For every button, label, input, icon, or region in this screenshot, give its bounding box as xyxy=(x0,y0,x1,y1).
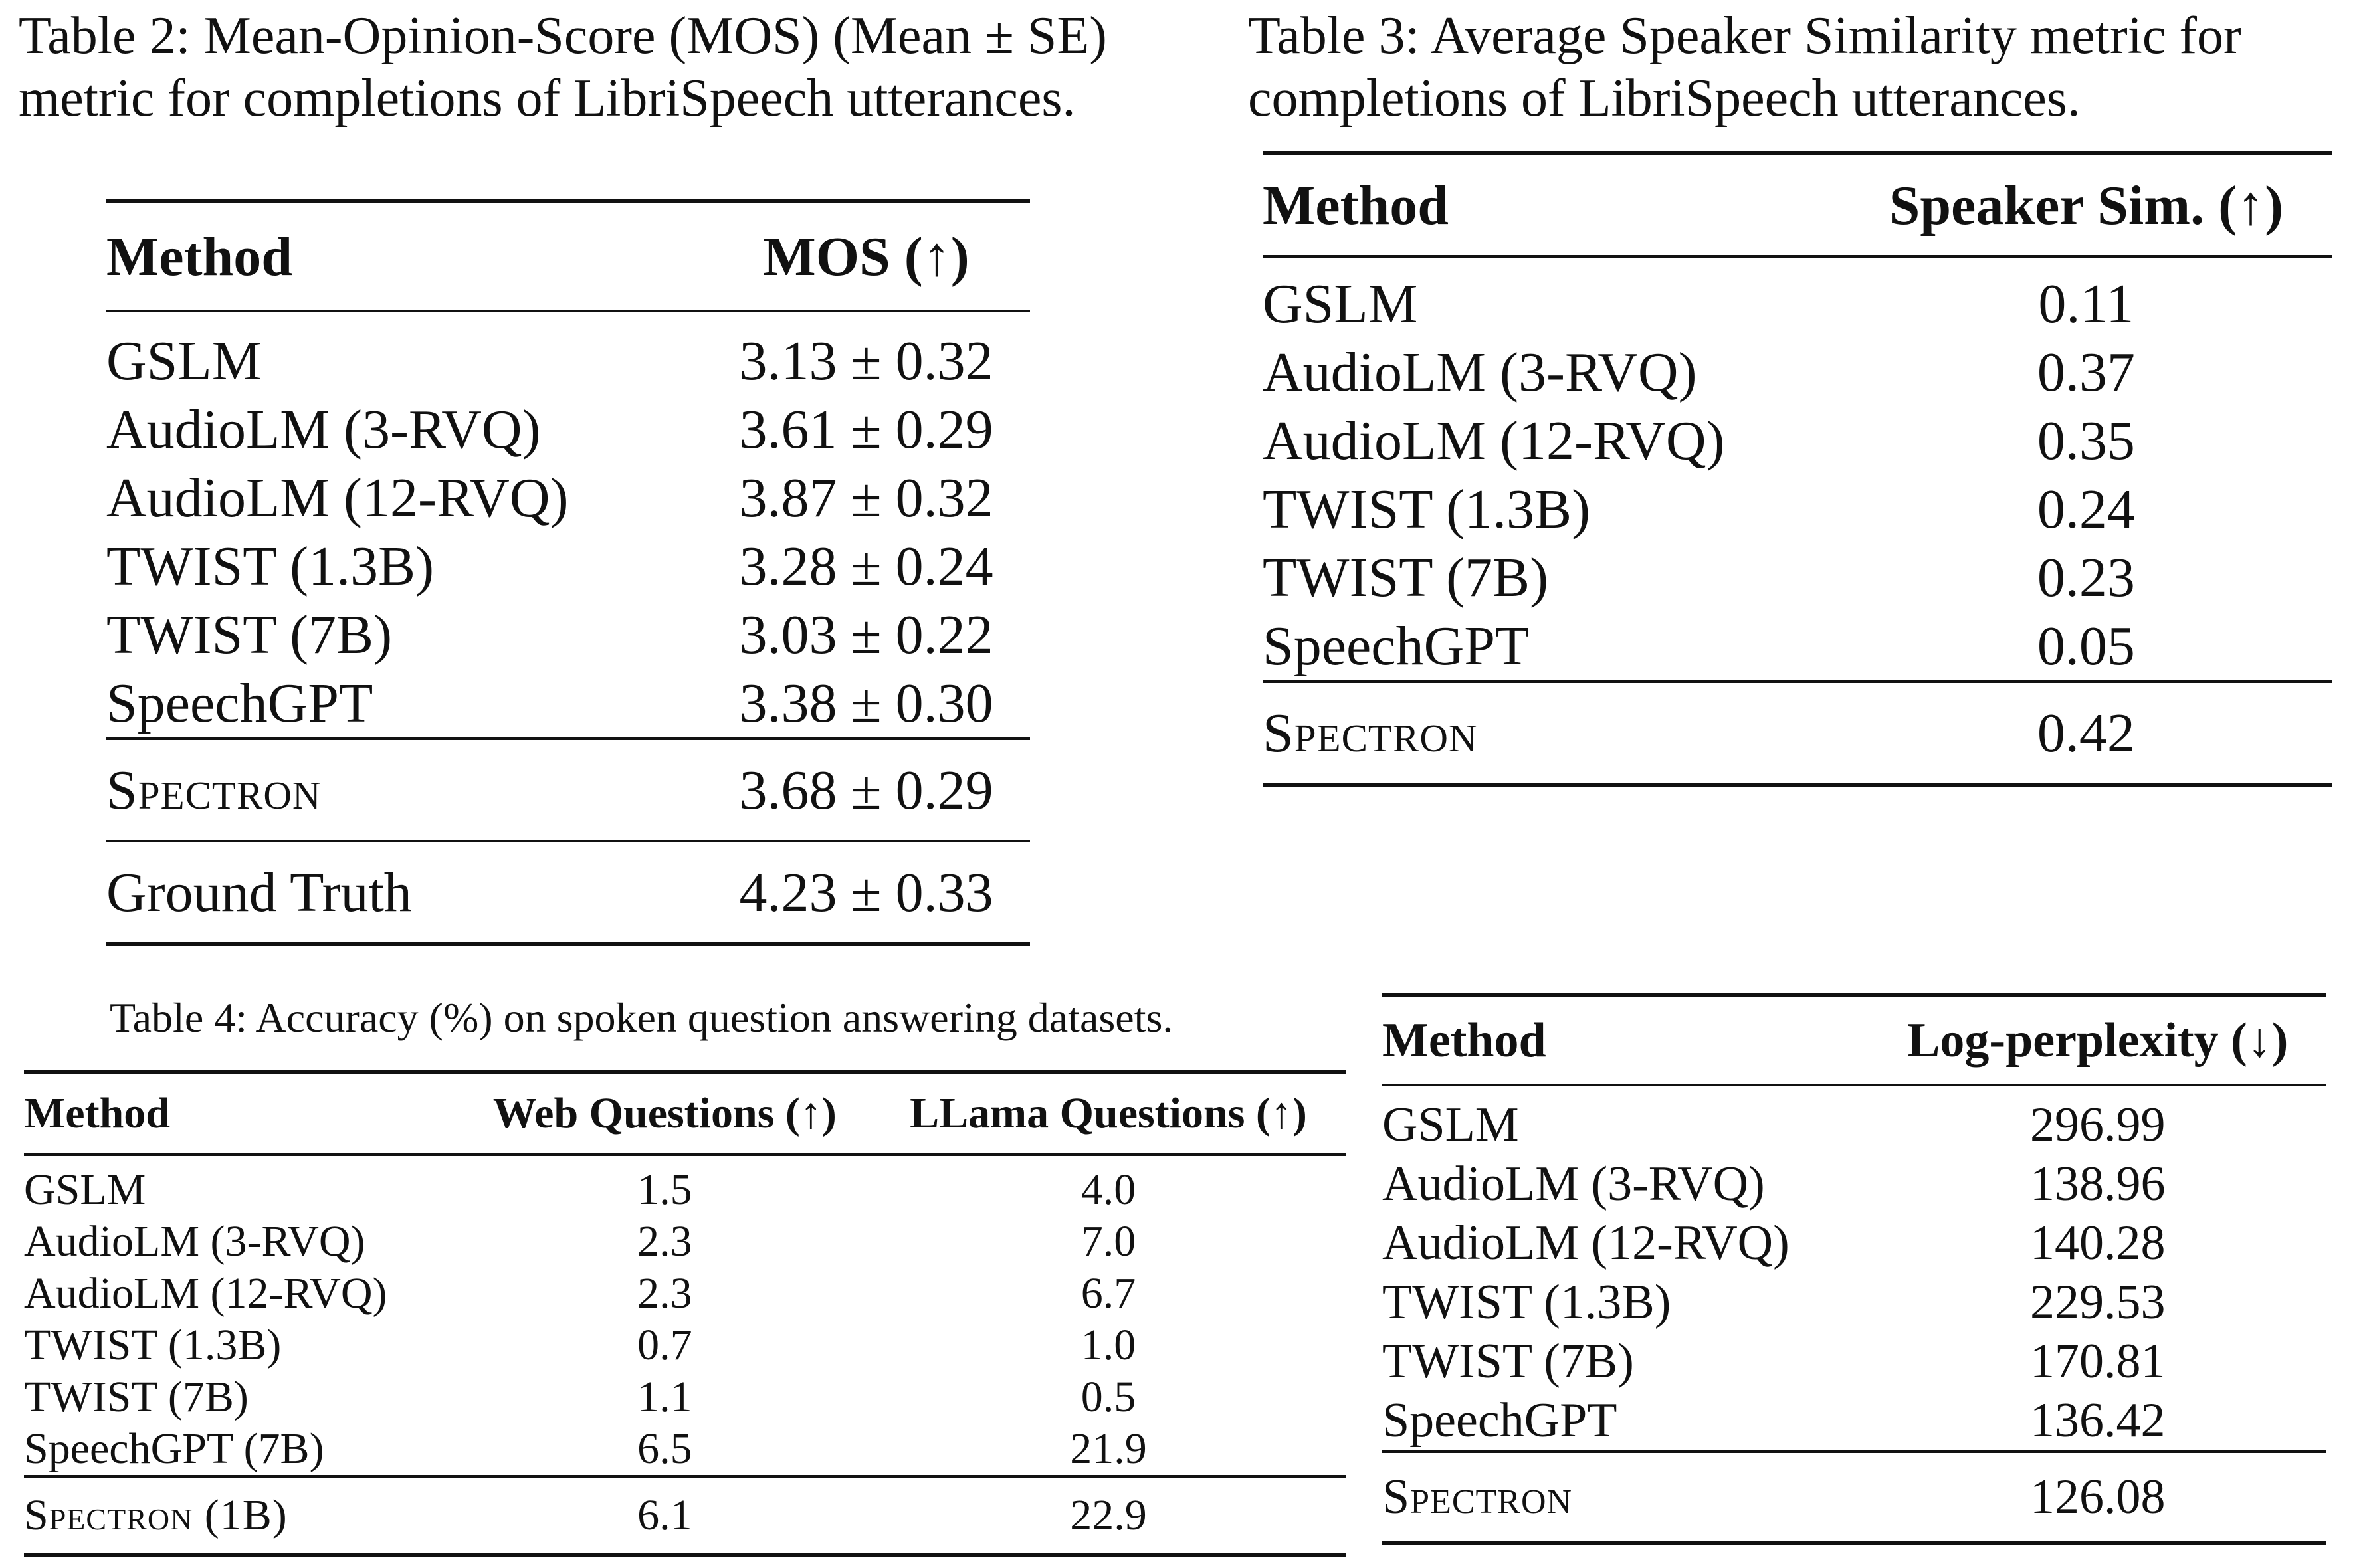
table-row xyxy=(1263,407,2332,475)
table4-method-cell: TWIST (1.3B) xyxy=(24,1321,282,1369)
table3-method-cell: AudioLM (12-RVQ) xyxy=(1263,410,1725,472)
table4-method-cell: TWIST (7B) xyxy=(24,1373,249,1421)
table5-method-cell: AudioLM (12-RVQ) xyxy=(1382,1216,1790,1270)
table-row xyxy=(1382,1391,2326,1452)
table4-web-cell: 2.3 xyxy=(637,1217,692,1266)
table5-method-cell: TWIST (7B) xyxy=(1382,1334,1634,1389)
table3-header-method: Method xyxy=(1263,174,1449,237)
table2-caption: Table 2: Mean-Opinion-Score (MOS) (Mean ± SE) metric for completions of LibriSpeech utterances. xyxy=(19,7,1107,128)
table3-value-cell: 0.35 xyxy=(2037,410,2135,472)
table4-llama-cell: 1.0 xyxy=(1080,1321,1136,1369)
table4-web-cell: 6.5 xyxy=(637,1424,692,1473)
table2-method-cell: SpeechGPT xyxy=(106,672,373,734)
table2-spectron-method: Spectron xyxy=(106,759,322,821)
table5-spectron-value: 126.08 xyxy=(2030,1469,2166,1524)
table4-web-cell: 2.3 xyxy=(637,1269,692,1318)
table3-method-cell: TWIST (7B) xyxy=(1263,547,1549,609)
table-row xyxy=(24,1216,1346,1268)
table5-log-perplexity xyxy=(1382,993,2326,1545)
table-row xyxy=(106,739,1030,841)
table-row xyxy=(1263,256,2332,338)
table4-llama-cell: 0.5 xyxy=(1080,1373,1136,1421)
table-row xyxy=(1263,543,2332,612)
table-row xyxy=(1263,338,2332,407)
table2-value-cell: 3.28 ± 0.24 xyxy=(739,536,993,597)
table4-caption: Table 4: Accuracy (%) on spoken question answering datasets. xyxy=(110,994,1174,1041)
table2-method-cell: TWIST (7B) xyxy=(106,604,393,666)
table4-method-cell: GSLM xyxy=(24,1165,146,1214)
table4-llama-cell: 21.9 xyxy=(1070,1424,1147,1473)
table3-header-speaker-sim: Speaker Sim. (↑) xyxy=(1889,174,2284,237)
table3-method-cell: AudioLM (3-RVQ) xyxy=(1263,342,1697,403)
table-row xyxy=(106,532,1030,601)
table-row xyxy=(1382,1155,2326,1214)
table-row xyxy=(1263,475,2332,543)
table-row xyxy=(24,1423,1346,1476)
table2-value-cell: 3.61 ± 0.29 xyxy=(739,399,993,460)
table-row xyxy=(24,1476,1346,1555)
table-row xyxy=(106,601,1030,669)
table4-web-cell: 1.5 xyxy=(637,1165,692,1214)
table5-value-cell: 229.53 xyxy=(2030,1275,2166,1329)
table3-method-cell: GSLM xyxy=(1263,273,1418,335)
table5-method-cell: TWIST (1.3B) xyxy=(1382,1275,1671,1329)
table2-ground-truth-value: 4.23 ± 0.33 xyxy=(739,861,993,924)
table4-web-cell: 1.1 xyxy=(637,1373,692,1421)
table-row xyxy=(1263,612,2332,682)
table-row xyxy=(1382,1332,2326,1391)
table-row xyxy=(106,841,1030,944)
table3-value-cell: 0.23 xyxy=(2037,547,2135,609)
table3-value-cell: 0.11 xyxy=(2038,273,2134,335)
table-row xyxy=(1263,682,2332,785)
table5-value-cell: 138.96 xyxy=(2030,1157,2166,1211)
table3-value-cell: 0.24 xyxy=(2037,478,2135,540)
table4-spectron-llama: 22.9 xyxy=(1070,1491,1147,1539)
table4-llama-cell: 7.0 xyxy=(1080,1217,1136,1266)
table5-method-cell: AudioLM (3-RVQ) xyxy=(1382,1157,1765,1211)
table5-value-cell: 140.28 xyxy=(2030,1216,2166,1270)
table3-value-cell: 0.37 xyxy=(2037,342,2135,403)
table5-method-cell: GSLM xyxy=(1382,1098,1519,1152)
table3-method-cell: TWIST (1.3B) xyxy=(1263,478,1591,540)
table4-llama-cell: 6.7 xyxy=(1080,1269,1136,1318)
table4-header-method: Method xyxy=(24,1089,170,1137)
table-row xyxy=(106,395,1030,464)
table2-header-method: Method xyxy=(106,225,292,288)
table-row xyxy=(1382,1085,2326,1155)
table3-spectron-method: Spectron xyxy=(1263,702,1478,764)
table-row xyxy=(24,1371,1346,1423)
table2-ground-truth-method: Ground Truth xyxy=(106,861,412,924)
table5-value-cell: 296.99 xyxy=(2030,1098,2166,1152)
table-row xyxy=(1382,1452,2326,1543)
table2-header-mos: MOS (↑) xyxy=(763,225,970,288)
table4-header-web-questions: Web Questions (↑) xyxy=(492,1089,837,1137)
table2-value-cell: 3.38 ± 0.30 xyxy=(739,672,993,734)
table2-method-cell: GSLM xyxy=(106,330,262,392)
table4-spoken-qa-accuracy xyxy=(24,1070,1346,1557)
table5-value-cell: 170.81 xyxy=(2030,1334,2166,1389)
table3-caption: Table 3: Average Speaker Similarity metric for completions of LibriSpeech utterances. xyxy=(1248,7,2241,128)
table2-value-cell: 3.13 ± 0.32 xyxy=(739,330,993,392)
table-row xyxy=(106,669,1030,739)
table-row xyxy=(1382,1214,2326,1273)
table2-method-cell: AudioLM (3-RVQ) xyxy=(106,399,541,460)
table-row xyxy=(24,1155,1346,1216)
table5-header-method: Method xyxy=(1382,1013,1546,1068)
table2-value-cell: 3.87 ± 0.32 xyxy=(739,467,993,529)
table2-method-cell: TWIST (1.3B) xyxy=(106,536,435,597)
table-row xyxy=(106,311,1030,395)
table4-method-cell: AudioLM (3-RVQ) xyxy=(24,1217,365,1266)
table3-value-cell: 0.05 xyxy=(2037,615,2135,677)
table5-header-log-perplexity: Log-perplexity (↓) xyxy=(1907,1013,2289,1068)
table3-method-cell: SpeechGPT xyxy=(1263,615,1530,677)
table4-llama-cell: 4.0 xyxy=(1080,1165,1136,1214)
table5-value-cell: 136.42 xyxy=(2030,1393,2166,1448)
table2-spectron-value: 3.68 ± 0.29 xyxy=(739,759,993,821)
table3-speaker-similarity xyxy=(1263,151,2332,787)
table-row xyxy=(24,1268,1346,1320)
table2-method-cell: AudioLM (12-RVQ) xyxy=(106,467,569,529)
table3-spectron-value: 0.42 xyxy=(2037,702,2135,764)
table4-header-llama-questions: LLama Questions (↑) xyxy=(910,1089,1307,1137)
table-row xyxy=(1382,1273,2326,1332)
table4-method-cell: AudioLM (12-RVQ) xyxy=(24,1269,387,1318)
table5-method-cell: SpeechGPT xyxy=(1382,1393,1617,1448)
table4-method-cell: SpeechGPT (7B) xyxy=(24,1424,324,1473)
table4-web-cell: 0.7 xyxy=(637,1321,692,1369)
table-row xyxy=(24,1320,1346,1371)
table2-value-cell: 3.03 ± 0.22 xyxy=(739,604,993,666)
table5-spectron-method: Spectron xyxy=(1382,1469,1573,1524)
table-row xyxy=(106,464,1030,532)
table4-spectron-method: Spectron (1B) xyxy=(24,1491,288,1539)
table2-mos xyxy=(106,199,1030,946)
table4-spectron-web: 6.1 xyxy=(637,1491,692,1539)
